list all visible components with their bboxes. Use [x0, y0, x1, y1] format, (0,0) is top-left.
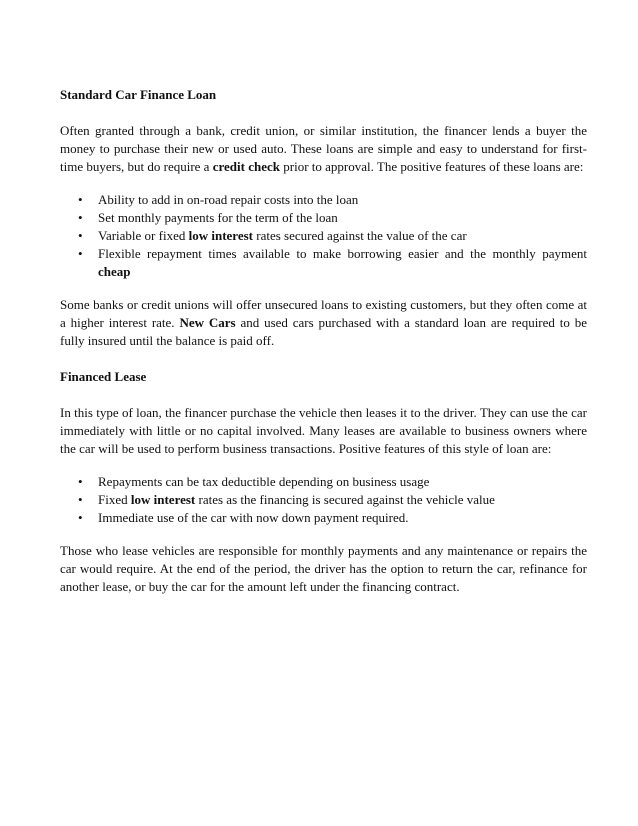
emphasis-credit-check: credit check: [212, 159, 280, 174]
paragraph-standard-loan-intro: [60, 122, 587, 176]
paragraph-financed-lease-intro: In this type of loan, the financer purchase the vehicle then leases it to the driver. They can use the car immediately with little or no capital involved. Many leases are available to business owners where the car will be used to perform business transactions. Positive features of this style of loan are:: [60, 405, 587, 456]
document-page: [60, 86, 587, 596]
paragraph-financed-lease-closing: Those who lease vehicles are responsible for monthly payments and any maintenance or repairs the car would require. At the end of the period, the driver has the option to return the car, refinance for another lease, or buy the car for the amount left under the financing contract.: [60, 543, 587, 594]
bullet-icon: •: [78, 510, 83, 525]
list-item: • Flexible repayment times available to make borrowing easier and the monthly payment cheap: [78, 246, 587, 279]
emphasis-low-interest: low interest: [188, 228, 253, 243]
bullet-icon: •: [78, 246, 83, 261]
emphasis-new-cars: New Cars: [179, 315, 236, 330]
bullet-icon: •: [78, 210, 83, 225]
list-item: • Fixed low interest rates as the financing is secured against the vehicle value: [78, 492, 495, 507]
intro-text: Often granted through a bank, credit union, or similar institution, the financer lends a buyer the money to purchase their new or used auto. These loans are simple and easy to understand for first-time buyers, but do require a: [60, 123, 587, 174]
emphasis-low-interest: low interest: [130, 492, 196, 507]
section-heading-financed-lease: Financed Lease: [60, 369, 147, 384]
list-item: • Immediate use of the car with now down payment required.: [78, 510, 409, 525]
list-item: • Repayments can be tax deductible depending on business usage: [78, 474, 430, 489]
list-item: • Variable or fixed low interest rates secured against the value of the car: [78, 228, 467, 243]
paragraph-standard-loan-closing: Some banks or credit unions will offer unsecured loans to existing customers, but they often come at a higher interest rate. New Cars and used cars purchased with a standard loan are required to be fully insured until the balance is paid off.: [60, 297, 588, 348]
intro-text-end: prior to approval. The positive features of these loans are:: [280, 159, 584, 174]
bullet-list-standard-loan: [60, 191, 587, 281]
list-item: • Ability to add in on-road repair costs into the loan: [78, 192, 359, 207]
bullet-list-financed-lease: [60, 473, 587, 527]
list-item: • Set monthly payments for the term of the loan: [78, 210, 338, 225]
emphasis-cheap: cheap: [98, 264, 131, 279]
bullet-icon: •: [78, 474, 83, 489]
bullet-icon: •: [78, 492, 83, 507]
bullet-icon: •: [78, 228, 83, 243]
section-heading-standard-loan: Standard Car Finance Loan: [60, 87, 217, 102]
bullet-icon: •: [78, 192, 83, 207]
